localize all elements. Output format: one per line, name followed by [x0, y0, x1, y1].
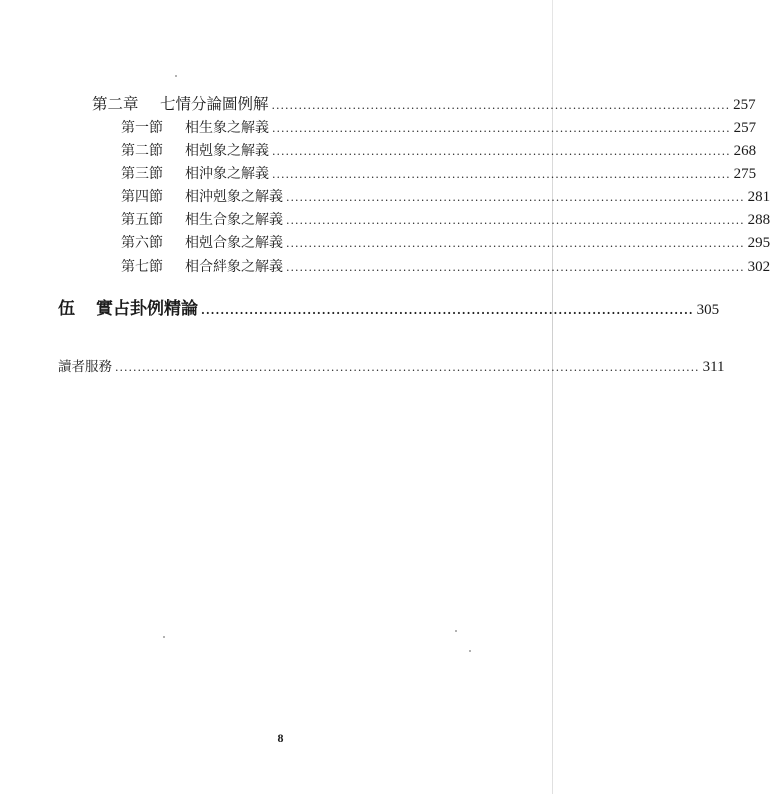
- leader-dots: ......................................................................................................: [286, 214, 745, 227]
- section-title: 相生合象之解義: [185, 212, 283, 228]
- leader-dots: ......................................................................................................: [272, 145, 731, 158]
- section-title: 相沖剋象之解義: [185, 189, 283, 205]
- toc-reader-service-entry[interactable]: [58, 355, 725, 376]
- section-number: 第五節: [121, 212, 163, 228]
- chapter-page: 257: [733, 97, 756, 113]
- leader-dots: ......................................................................................................: [286, 191, 745, 204]
- leader-dots: ......................................................................................................: [286, 261, 745, 274]
- scan-speck: [175, 75, 177, 77]
- section-page: 281: [747, 189, 770, 205]
- section-title: 相生象之解義: [185, 120, 269, 136]
- reader-service-title: 讀者服務: [58, 359, 112, 375]
- part-number: 伍: [58, 299, 75, 319]
- page-number: 8: [277, 731, 284, 745]
- part-page: 305: [696, 302, 720, 318]
- toc-section-entry-6[interactable]: [121, 232, 770, 252]
- leader-dots: ......................................................................................................: [201, 304, 694, 317]
- section-number: 第四節: [121, 189, 163, 205]
- section-number: 第一節: [121, 120, 163, 136]
- toc-section-entry-5[interactable]: [121, 209, 770, 229]
- toc-section-entry-7[interactable]: [121, 256, 770, 276]
- section-page: 288: [747, 212, 770, 228]
- part-title: 實占卦例精論: [96, 299, 198, 319]
- reader-service-page: 311: [702, 359, 725, 375]
- scan-speck: [455, 630, 457, 632]
- section-title: 相剋合象之解義: [185, 235, 283, 251]
- section-number: 第二節: [121, 143, 163, 159]
- toc-section-entry-4[interactable]: [121, 186, 770, 206]
- section-page: 275: [733, 166, 757, 182]
- leader-dots: ......................................................................................................: [272, 168, 731, 181]
- toc-part-entry[interactable]: [58, 294, 720, 319]
- leader-dots: ......................................................................................................: [286, 237, 745, 250]
- leader-dots: ......................................................................................................: [272, 122, 731, 135]
- leader-dots: ..................................................................................................................................: [115, 361, 700, 374]
- toc-section-entry-3[interactable]: [121, 163, 757, 183]
- section-page: 295: [747, 235, 770, 251]
- section-number: 第七節: [121, 259, 163, 275]
- section-page: 268: [733, 143, 757, 159]
- section-title: 相沖象之解義: [185, 166, 269, 182]
- toc-chapter-entry[interactable]: [92, 92, 756, 114]
- page-edge-shadow: [552, 0, 553, 794]
- section-number: 第三節: [121, 166, 163, 182]
- toc-section-entry-1[interactable]: [121, 117, 757, 137]
- toc-section-entry-2[interactable]: [121, 140, 757, 160]
- section-title: 相合絆象之解義: [185, 259, 283, 275]
- scan-speck: [163, 636, 165, 638]
- leader-dots: ......................................................................................................: [271, 99, 731, 112]
- chapter-number: 第二章: [92, 95, 139, 113]
- section-title: 相剋象之解義: [185, 143, 269, 159]
- scan-speck: [469, 650, 471, 652]
- section-page: 302: [747, 259, 770, 275]
- chapter-title: 七情分論圖例解: [160, 95, 269, 113]
- section-number: 第六節: [121, 235, 163, 251]
- section-page: 257: [733, 120, 757, 136]
